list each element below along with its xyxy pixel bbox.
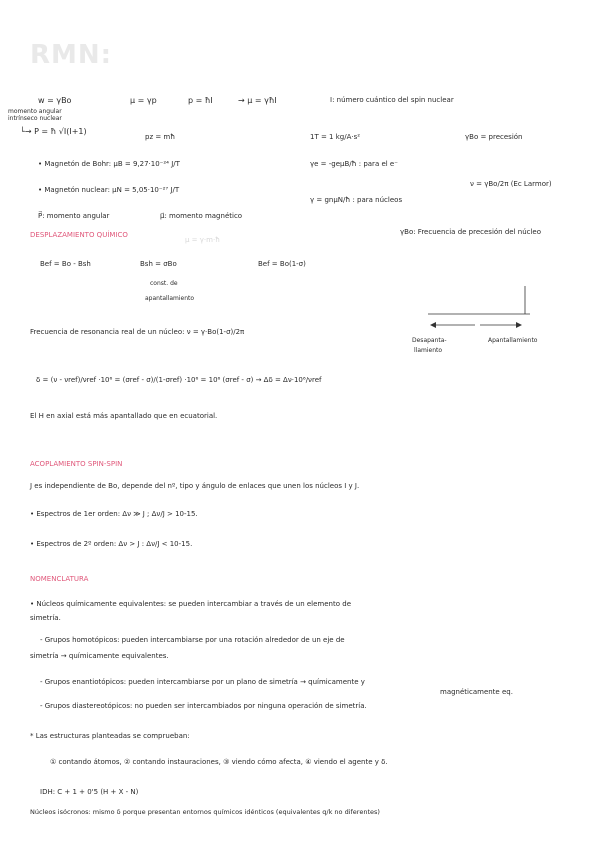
section-nomenclatura: NOMENCLATURA	[30, 575, 89, 583]
gbo-precesion: γBo = precesión	[465, 133, 523, 141]
page-title: RMN:	[30, 40, 113, 70]
section-desplazamiento: DESPLAZAMIENTO QUÍMICO	[30, 231, 128, 239]
bef-formula-1: Bef = Bo - Bsh	[40, 260, 91, 268]
grupos-enantiotopicos: - Grupos enantiotópicos: pueden intercambiarse por un plano de simetría → químicamente y	[40, 678, 365, 686]
apantallamiento-label: Apantallamiento	[488, 337, 538, 344]
bsh-note-2: apantallamiento	[145, 295, 195, 302]
comprobacion-pasos: ① contando átomos, ② contando instauraciones, ③ viendo cómo afecta, ④ viendo el agente y δ.	[50, 758, 388, 766]
grupos-diastereotopicos: - Grupos diastereotópicos: no pueden ser intercambiados por ninguna operación de simetría.	[40, 702, 367, 710]
nucleos-isocronos: Núcleos isócronos: mismo δ porque presentan entornos químicos idénticos (equivalentes q/k no diferentes)	[30, 808, 380, 816]
gbo-frecuencia: γBo: Frecuencia de precesión del núcleo	[400, 228, 542, 236]
magneton-bohr: • Magnetón de Bohr: μB = 9,27·10⁻²⁴ J/T	[38, 160, 180, 168]
formula-p-sqrt: └→ P = ħ √I(I+1)	[20, 127, 87, 136]
espectros-segundo-orden: • Espectros de 2º orden: Δν > J : Δν/J < 10-15.	[30, 540, 193, 548]
estructuras-planteadas: * Las estructuras planteadas se comprueban:	[30, 732, 190, 740]
simetria-text: simetría.	[30, 614, 61, 622]
bsh-formula: Bsh = σBo	[140, 260, 177, 268]
p-vector-label: P⃗: momento angular	[38, 212, 110, 220]
formula-mu-gp: μ = γp	[130, 96, 157, 105]
formula-mu-ghi: → μ = γħI	[238, 96, 277, 105]
mu-faint-formula: μ = γ·m·ħ	[185, 236, 221, 244]
j-independiente: J es independiente de Bo, depende del nº, tipo y ángulo de enlaces que unen los núcleos I y J.	[30, 482, 360, 490]
formula-i-desc: I: número cuántico del spin nuclear	[330, 96, 454, 104]
grupos-homotopicos-2: simetría → químicamente equivalentes.	[30, 652, 169, 660]
idh-formula: IDH: C + 1 + 0'5 (H + X - N)	[40, 788, 139, 796]
momento-label: momento angular intrínseco nuclear	[8, 108, 62, 122]
bsh-note-1: const. de	[150, 280, 178, 287]
nucleos-equivalentes: • Núcleos químicamente equivalentes: se pueden intercambiar a través de un elemento de	[30, 600, 351, 608]
h-axial-note: El H en axial está más apantallado que en ecuatorial.	[30, 412, 218, 420]
tesla-units: 1T = 1 kg/A·s²	[310, 133, 361, 141]
grupos-enantiotopicos-2: magnéticamente eq.	[440, 688, 513, 696]
mu-vector-label: μ⃗: momento magnético	[160, 212, 243, 220]
formula-p-hi: p = ħI	[188, 96, 213, 105]
desapantallamiento-label-2: llamiento	[414, 347, 443, 354]
desapantallamiento-label-1: Desapanta-	[412, 337, 447, 344]
bef-formula-2: Bef = Bo(1-σ)	[258, 260, 306, 268]
frecuencia-resonancia: Frecuencia de resonancia real de un núcleo: ν = γ·Bo(1-σ)/2π	[30, 328, 245, 336]
espectros-primer-orden: • Espectros de 1er orden: Δν ≫ J ; Δν/J > 10-15.	[30, 510, 198, 518]
delta-equation: δ = (ν - νref)/νref ·10⁶ = (σref - σ)/(1-σref) ·10⁶ = 10⁶ (σref - σ) → Δδ = Δν·10⁶/νref	[36, 376, 322, 384]
ecuacion-larmor: ν = γBo/2π (Ec Larmor)	[470, 180, 552, 188]
grupos-homotopicos: - Grupos homotópicos: pueden intercambiarse por una rotación alrededor de un eje de	[40, 636, 345, 644]
gamma-nucleos: γ = gnμN/ħ : para núcleos	[310, 196, 403, 204]
formula-pz: pz = mħ	[145, 133, 176, 141]
magneton-nuclear: • Magnetón nuclear: μN = 5,05·10⁻²⁷ J/T	[38, 186, 180, 194]
section-acoplamiento: ACOPLAMIENTO SPIN-SPIN	[30, 460, 123, 468]
formula-w: w = γBo	[38, 96, 72, 105]
gamma-electron: γe = -geμB/ħ : para el e⁻	[310, 160, 398, 168]
